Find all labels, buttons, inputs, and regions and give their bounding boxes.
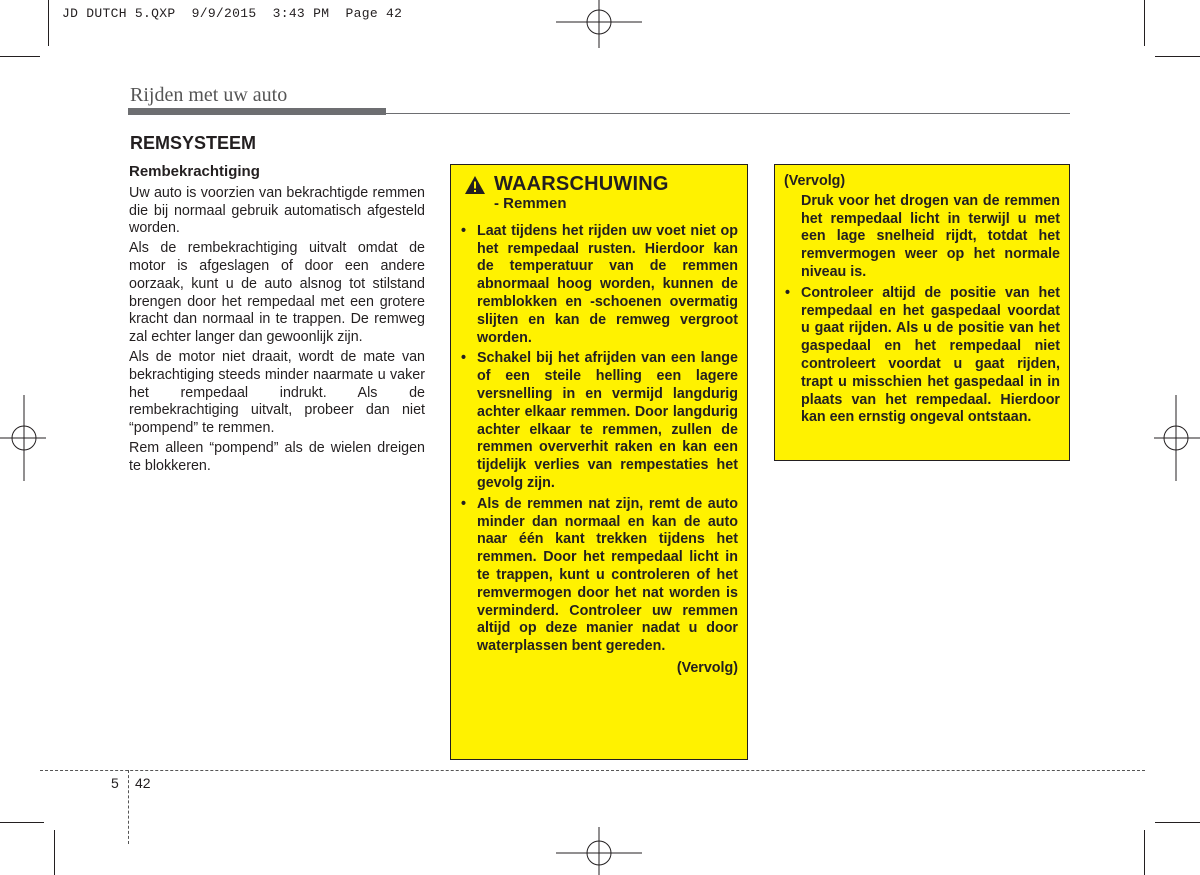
- footer-rule: [40, 770, 1145, 771]
- bullet: •: [461, 222, 467, 239]
- warning-subtitle: - Remmen: [494, 195, 567, 212]
- warning-box-continued: [774, 164, 1070, 461]
- warning-triangle-icon: [464, 175, 486, 195]
- section-number: 5: [111, 775, 119, 791]
- warning-header: [464, 175, 738, 195]
- body-paragraph: Rem alleen “pompend” als de wielen dreigen te blokkeren.: [129, 439, 425, 474]
- bullet: •: [461, 495, 467, 512]
- list-item-text: Laat tijdens het rijden uw voet niet op het rempedaal rusten. Hierdoor kan de temperatuur van de remmen abnormaal hoog worden, kunnen de remblokken en -schoenen overmatig slijten en kan de remweg vergroot worden.: [477, 222, 738, 346]
- crop-mark: [0, 56, 40, 57]
- body-paragraph: Als de motor niet draait, wordt de mate van bekrachtiging steeds minder naarmate u vaker het rempedaal indrukt. Als de rembekrachtiging uitvalt, probeer dan niet “pompend” te remmen.: [129, 348, 425, 437]
- page-number: 42: [135, 775, 151, 791]
- header-bar: [128, 108, 386, 115]
- continued-label: (Vervolg): [676, 659, 738, 676]
- warning-box: [450, 164, 748, 760]
- crop-mark: [0, 822, 44, 823]
- list-item: [460, 496, 738, 656]
- subsection-heading: Rembekrachtiging: [129, 163, 260, 180]
- warning-list: [784, 285, 1060, 427]
- body-paragraph: Uw auto is voorzien van bekrachtigde remmen die bij normaal gebruik automatisch afgesteld worden.: [129, 184, 425, 237]
- header-rule: [386, 113, 1070, 114]
- print-slug: JD DUTCH 5.QXP 9/9/2015 3:43 PM Page 42: [62, 6, 403, 21]
- list-item: [460, 350, 738, 492]
- warning-list: [460, 223, 738, 656]
- crop-mark: [1144, 0, 1145, 46]
- body-paragraph: Als de rembekrachtiging uitvalt omdat de motor is afgeslagen of door een andere oorzaak, kunt u de auto alsnog tot stilstand brengen door het rempedaal met een grotere kracht dan normaal in te trappen. De remweg zal echter langer dan gewoonlijk zijn.: [129, 240, 425, 346]
- registration-mark-icon: [0, 395, 46, 481]
- crop-mark: [1155, 822, 1200, 823]
- registration-mark-icon: [556, 0, 642, 50]
- list-item: [784, 285, 1060, 427]
- footer-divider: [128, 770, 129, 844]
- continued-text: Druk voor het drogen van de remmen het rempedaal licht in terwijl u met een lage snelheid rijdt, totdat het remvermogen weer op het normale niveau is.: [801, 192, 1060, 280]
- continued-label: (Vervolg): [784, 173, 846, 189]
- registration-mark-icon: [1154, 395, 1200, 481]
- registration-mark-icon: [556, 825, 642, 875]
- crop-mark: [1144, 830, 1145, 875]
- chapter-title: Rijden met uw auto: [130, 84, 288, 106]
- list-item-text: Controleer altijd de positie van het rempedaal en het gaspedaal voordat u gaat rijden. Als u de positie van het gaspedaal en het rempedaal niet controleert voordat u gaat rijden, trapt u misschien het gaspedaal in in plaats van het rempedaal. Hierdoor kan een ernstig ongeval ontstaan.: [801, 284, 1060, 426]
- list-item-text: Schakel bij het afrijden van een lange of een steile helling een lagere versnelling in en vermijd langdurig achter elkaar remmen. Door langdurig achter elkaar te remmen, zullen de remmen oververhit raken en kan een tijdelijk verlies van rempestaties het gevolg zijn.: [477, 350, 738, 491]
- left-column: [129, 163, 425, 478]
- warning-title: WAARSCHUWING: [494, 173, 669, 196]
- list-item: [460, 223, 738, 348]
- crop-mark: [48, 0, 49, 46]
- section-title: REMSYSTEEM: [130, 133, 257, 153]
- bullet: •: [461, 350, 467, 367]
- list-item-text: Als de remmen nat zijn, remt de auto minder dan normaal en kan de auto naar één kant trekken tijdens het remmen. Door het rempedaal licht in te trappen, kunt u controleren of het remvermogen door het nat worden is verminderd. Controleer uw remmen altijd op deze manier nadat u door waterplassen bent gereden.: [477, 495, 738, 655]
- crop-mark: [1155, 56, 1200, 57]
- bullet: •: [785, 284, 791, 301]
- crop-mark: [54, 830, 55, 875]
